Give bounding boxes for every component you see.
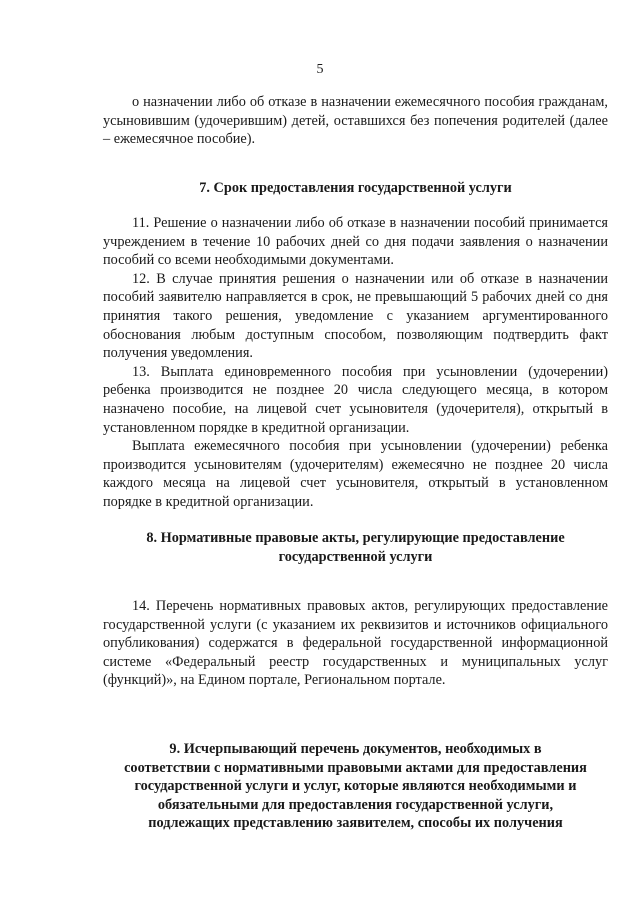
section-7-body bbox=[103, 214, 608, 512]
intro-text: о назначении либо об отказе в назначении ежемесячного пособия гражданам, усыновившим (удочерившим) детей, оставшихся без попечения родителей (далее – ежемесячное пособие). bbox=[103, 94, 608, 148]
page-number: 5 bbox=[316, 62, 324, 77]
section-7-heading: 7. Срок предоставления государственной услуги bbox=[199, 180, 512, 196]
paragraph-11: 11. Решение о назначении либо об отказе в назначении пособий принимается учреждением в течение 10 рабочих дней со дня подачи заявления о назначении пособий со всеми необходимыми документами. bbox=[103, 215, 608, 269]
section-9-heading bbox=[103, 740, 608, 833]
section-9-heading-line-2: соответствии с нормативными правовыми актами для предоставления bbox=[124, 759, 587, 776]
section-9-heading-line-1: 9. Исчерпывающий перечень документов, необходимых в bbox=[169, 741, 542, 757]
section-8-heading-line-2: государственной услуги bbox=[278, 548, 433, 565]
section-9-heading-line-5: подлежащих представлению заявителем, способы их получения bbox=[148, 815, 563, 832]
section-8-heading-line-1: 8. Нормативные правовые акты, регулирующие предоставление bbox=[146, 530, 565, 546]
section-8-heading bbox=[103, 529, 608, 566]
paragraph-12: 12. В случае принятия решения о назначении или об отказе в назначении пособий заявителю направляется в срок, не превышающий 5 рабочих дней со дня принятия такого решения, уведомление с указанием аргументированного обоснования любым доступным способом, позволяющим подтвердить факт получения уведомления. bbox=[103, 270, 608, 362]
paragraph-14: 14. Перечень нормативных правовых актов, регулирующих предоставление государственной услуги (с указанием их реквизитов и источников официального опубликования) содержатся в федеральной государственной информационной системе «Федеральный реестр государственных и муниципальных услуг (функций)», на Едином портале, Региональном портале. bbox=[103, 598, 608, 689]
section-9-heading-line-3: государственной услуги и услуг, которые являются необходимыми и bbox=[134, 778, 577, 795]
section-9-heading-line-4: обязательными для предоставления государственной услуги, bbox=[157, 796, 554, 813]
section-8-body bbox=[103, 597, 608, 690]
paragraph-13-continued: Выплата ежемесячного пособия при усыновлении (удочерении) ребенка производится усыновителям (удочерителям) ежемесячно не позднее 20 числа каждого месяца на лицевой счет усыновителя, открытый в установленном порядке в кредитной организации. bbox=[103, 438, 608, 510]
paragraph-13: 13. Выплата единовременного пособия при усыновлении (удочерении) ребенка производится не позднее 20 числа следующего месяца, в котором назначено пособие, на лицевой счет усыновителя (удочерителя), открытый в установленном порядке в кредитной организации. bbox=[103, 363, 608, 436]
intro-paragraph bbox=[103, 93, 608, 149]
